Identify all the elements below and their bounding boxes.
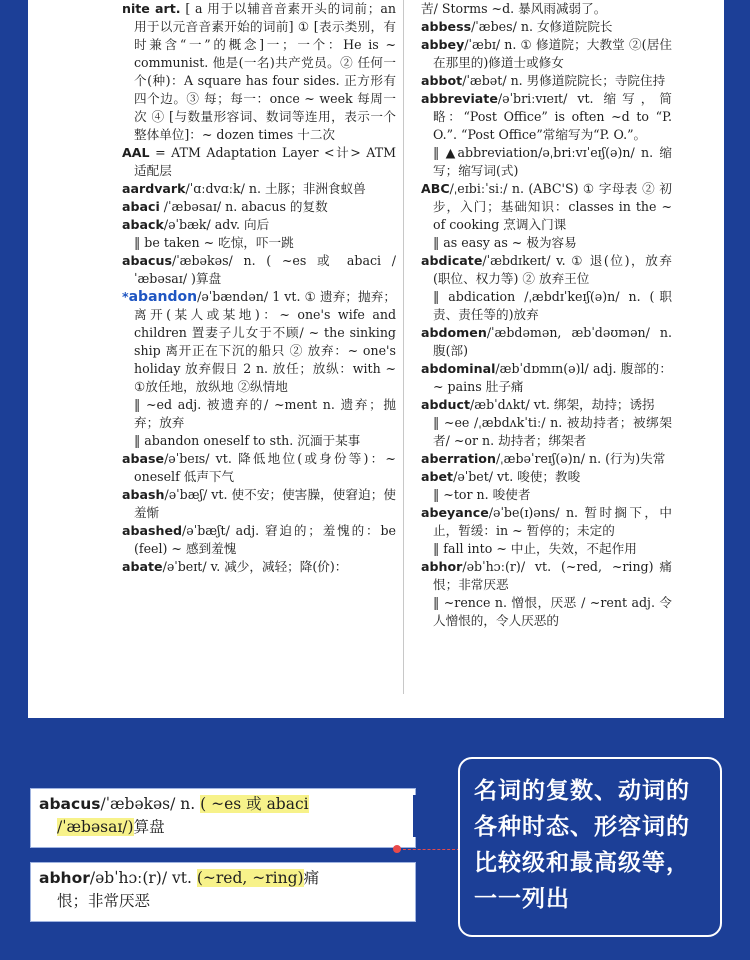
entry-text: ‖ abdication /ˌæbdɪˈkeɪʃ(ə)n/ n. (职责、责任等的)放弃 xyxy=(433,289,672,322)
dictionary-entry xyxy=(122,180,396,198)
entry-headword: abandon xyxy=(128,289,198,305)
entry-text: [ a 用于以辅音音素开头的词前；an 用于以元音音素开始的词前] ① [表示类别，有时兼含“一”的概念]一；一个：He is ~ communist. 他是(一名)共产党员。② 任何一个(种)：A square has four sides. 正方形有四个边。③ 每；每一：once ~ week 每周一次 ④ [与数量形容词、数词等连用，表示一个整体单位]：~ dozen times 十二次 xyxy=(134,1,396,142)
entry-headword: abate xyxy=(122,559,163,574)
callout-line: 一一列出 xyxy=(474,886,570,912)
entry-headword: abashed xyxy=(122,523,183,538)
entry-headword: abbess xyxy=(421,19,472,34)
sub-entry xyxy=(122,234,396,252)
dictionary-entry xyxy=(122,216,396,234)
sub-entry xyxy=(421,414,672,450)
entry-headword: AAL xyxy=(122,145,150,160)
entry-headword: abet xyxy=(421,469,454,484)
dictionary-entry xyxy=(421,252,672,288)
entry-headword: abbreviation xyxy=(457,145,539,160)
entry-text: /ˈɑːdvɑːk/ n. 土豚；非洲食蚁兽 xyxy=(185,181,366,196)
callout-line: 名词的复数、动词的 xyxy=(474,778,690,804)
entry-text: /ˈæbɪ/ n. ① 修道院；大教堂 ②(居住在那里的)修道士或修女 xyxy=(433,37,672,70)
entry-text: /əˈbæk/ adv. 向后 xyxy=(163,217,270,232)
entry-text: 苦/ Storms ~d. 暴风雨减弱了。 xyxy=(421,1,607,16)
dictionary-entry xyxy=(122,288,396,396)
zoom-card-abhor xyxy=(30,862,416,922)
sub-entry xyxy=(421,540,672,558)
entry-headword: abdicate xyxy=(421,253,483,268)
entry-text: /ˈæbdəmən, æbˈdəʊmən/ n. 腹(部) xyxy=(433,325,672,358)
entry-text: /æbˈdʌkt/ vt. 绑架，劫持；诱拐 xyxy=(469,397,655,412)
connector-line xyxy=(398,849,460,851)
entry-headword: abacus xyxy=(122,253,172,268)
sub-entry xyxy=(421,288,672,324)
entry-text: /ˈæbdɪkeɪt/ v. ① 退(位)，放弃(职位、权力等) ② 放弃王位 xyxy=(433,253,672,286)
entry-headword: aback xyxy=(122,217,164,232)
entry-text: /ˈæbəsaɪ/ n. abacus 的复数 xyxy=(159,199,328,214)
dictionary-entry xyxy=(122,0,396,144)
dictionary-page xyxy=(28,0,724,718)
entry-text: /ˈæbət/ n. 男修道院院长；寺院住持 xyxy=(462,73,666,88)
entry-text: ‖ fall into ~ 中止，失效，不起作用 xyxy=(433,541,637,556)
entry-text: /əˈbeɪt/ v. 减少，减轻；降(价)： xyxy=(162,559,348,574)
entry-headword: abase xyxy=(122,451,165,466)
zoom-pron: /əbˈhɔː(r)/ vt. xyxy=(89,869,197,887)
sub-entry: ‖ ▲abbreviation/əˌbriːvɪˈeɪʃ(ə)n/ n. 缩写；缩写词(式) xyxy=(433,145,672,178)
zoom-highlight: (~red, ~ring) xyxy=(196,869,304,887)
dictionary-entry xyxy=(421,18,672,36)
entry-headword: abduct xyxy=(421,397,470,412)
zoom-highlight-2: /ˈæbəsaɪ/) xyxy=(57,818,134,836)
entry-text: /əˈbæʃt/ adj. 窘迫的；羞愧的：be (feel) ~ 感到羞愧 xyxy=(134,523,396,556)
entry-text: = ATM Adaptation Layer <计> ATM 适配层 xyxy=(134,145,396,178)
dictionary-entry xyxy=(421,558,672,594)
zoom-headword: abhor xyxy=(39,869,90,887)
entry-text: ‖ ~tor n. 唆使者 xyxy=(433,487,531,502)
dictionary-entry xyxy=(421,504,672,540)
key-word-mark: ▲ xyxy=(445,145,458,160)
entry-text: /əˈbeɪs/ vt. 降低地位(或身份等)：~ oneself 低声下气 xyxy=(134,451,396,484)
dictionary-entry xyxy=(421,450,672,468)
dictionary-entry xyxy=(421,468,672,486)
entry-text: /ˌæbəˈreɪʃ(ə)n/ n. (行为)失常 xyxy=(495,451,666,466)
card-edge xyxy=(413,795,416,837)
entry-headword: aardvark xyxy=(122,181,186,196)
entry-headword: aberration xyxy=(421,451,496,466)
column-divider xyxy=(403,0,404,694)
entry-text: /əˈbriːvɪeɪt/ vt. 缩写，简略：“Post Office” is often ~d to “P. O.”. “Post Office”常缩写为“P. O.”。 xyxy=(433,91,672,142)
entry-headword: abdomen xyxy=(421,325,487,340)
dictionary-entry xyxy=(122,198,396,216)
entry-headword: abash xyxy=(122,487,165,502)
entry-text: /əˈbændən/ 1 vt. ① 遗弃；抛弃；离开(某人或某地)：~ one's wife and children 置妻子儿女于不顾/ ~ the sinking ship 离开正在下沉的船只 ② 放弃：~ one's holiday 放弃假日 2 n. 放任；放纵：with ~ ①放任地，放纵地 ②纵情地 xyxy=(134,289,396,394)
entry-text: /æbˈdɒmɪn(ə)l/ adj. 腹部的：~ pains 肚子痛 xyxy=(433,361,672,394)
entry-text: /əˈbet/ vt. 唆使；教唆 xyxy=(453,469,581,484)
dictionary-entry xyxy=(421,360,672,396)
entry-text: ‖ abandon oneself to sth. 沉湎于某事 xyxy=(134,433,361,448)
entry-text: ‖ ~ed adj. 被遗弃的/ ~ment n. 遗弃；抛弃；放弃 xyxy=(134,397,396,430)
dictionary-entry xyxy=(421,90,672,144)
right-column xyxy=(421,0,672,630)
callout-line: 各种时态、形容词的 xyxy=(474,814,690,840)
sub-entry xyxy=(122,396,396,432)
dictionary-entry xyxy=(122,144,396,180)
zoom-pron: /ˈæbəkəs/ n. xyxy=(100,795,201,813)
entry-headword: nite art. xyxy=(122,1,181,16)
zoom-headword: abacus xyxy=(39,795,101,813)
dictionary-entry xyxy=(421,72,672,90)
dictionary-entry xyxy=(122,450,396,486)
entry-text: /ˈæbes/ n. 女修道院院长 xyxy=(471,19,613,34)
entry-headword: abeyance xyxy=(421,505,489,520)
dictionary-entry xyxy=(421,0,672,18)
sub-entry xyxy=(421,234,672,252)
left-column xyxy=(122,0,396,576)
entry-headword: abhor xyxy=(421,559,463,574)
entry-headword: abbreviate xyxy=(421,91,498,106)
entry-text: /ˈæbəkəs/ n. ( ~es 或 abaci /ˈæbəsaɪ/ )算盘 xyxy=(134,253,396,286)
zoom-rest: 算盘 xyxy=(133,818,165,836)
entry-text: /əˈbe(ɪ)əns/ n. 暂时搁下，中止，暂缓：in ~ 暂停的；未定的 xyxy=(433,505,672,538)
zoom-post: 痛 xyxy=(303,869,320,887)
dictionary-entry xyxy=(122,558,396,576)
entry-text: ‖ ~rence n. 憎恨，厌恶 / ~rent adj. 令人憎恨的，令人厌恶的 xyxy=(433,595,672,628)
dictionary-entry xyxy=(421,324,672,360)
entry-headword: ABC xyxy=(421,181,450,196)
key-word-mark: * xyxy=(122,289,129,304)
dictionary-entry xyxy=(421,396,672,414)
entry-text: /əˌbriːvɪˈeɪʃ(ə)n/ n. 缩写；缩写词(式) xyxy=(433,145,672,178)
zoom-card-abacus xyxy=(30,788,416,848)
sub-entry xyxy=(421,594,672,630)
sub-entry xyxy=(122,432,396,450)
dictionary-entry xyxy=(421,36,672,72)
entry-text: /ˌeɪbiːˈsiː/ n. (ABC'S) ① 字母表 ② 初步，入门；基础知识：classes in the ~ of cooking 烹调入门课 xyxy=(433,181,672,232)
dictionary-entry xyxy=(122,486,396,522)
entry-text: /əbˈhɔː(r)/ vt. (~red, ~ring)痛恨；非常厌恶 xyxy=(433,559,672,592)
entry-text: /əˈbæʃ/ vt. 使不安；使害臊，使窘迫；使羞惭 xyxy=(134,487,396,520)
zoom-rest: 恨；非常厌恶 xyxy=(57,892,151,910)
callout-box xyxy=(458,757,722,937)
dictionary-entry xyxy=(122,522,396,558)
entry-headword: abbot xyxy=(421,73,463,88)
dictionary-entry xyxy=(421,180,672,234)
entry-headword: abaci xyxy=(122,199,160,214)
zoom-highlight: ( ~es 或 abaci xyxy=(200,795,309,813)
entry-text: ‖ as easy as ~ 极为容易 xyxy=(433,235,577,250)
entry-headword: abdominal xyxy=(421,361,496,376)
callout-line: 比较级和最高级等， xyxy=(474,850,690,876)
entry-text: ‖ be taken ~ 吃惊，吓一跳 xyxy=(134,235,294,250)
dictionary-entry xyxy=(122,252,396,288)
entry-text: ‖ ~ee /ˌæbdʌkˈtiː/ n. 被劫持者；被绑架者/ ~or n. 劫持者；绑架者 xyxy=(433,415,672,448)
sub-entry xyxy=(421,486,672,504)
entry-headword: abbey xyxy=(421,37,465,52)
